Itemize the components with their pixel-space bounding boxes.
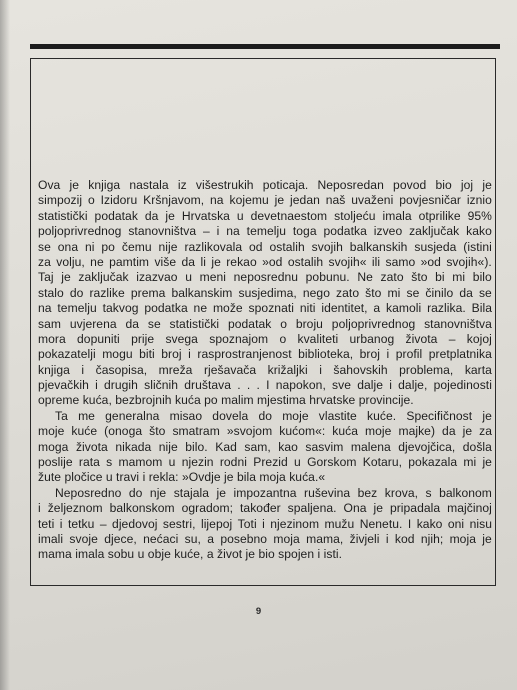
text-line: imali svoje djece, nećaci su, a posebno moja mama, živjeli i kod njih; moja je (38, 531, 492, 546)
text-line: mama imala sobu u obje kuće, a život je bio spojen i isti. (38, 547, 343, 562)
page-number: 9 (255, 606, 262, 617)
body-text (38, 178, 492, 563)
text-line: Neposredno do nje stajala je impozantna ruševina bez krova, s balkonom (55, 485, 492, 500)
text-line: opreme kuća, bezbrojnih kuća po malim mjestima hrvatske provincije. (38, 393, 414, 408)
text-line: pjevačkih i drugih sličnih društava . . . I napokon, sve dalje i dalje, pojedinosti (38, 378, 492, 393)
text-line: stalo do razlike prema balkanskim susjedima, nego zato što mi se činilo da se (38, 285, 492, 300)
top-rule (30, 44, 500, 49)
text-line: moga života nikada nije bilo. Kad sam, kao sasvim malena djevojčica, došla (38, 439, 492, 454)
text-line: Ta me generalna misao dovela do moje vlastite kuće. Specifičnost je (55, 408, 492, 423)
text-line: teti i tetku – djedovoj sestri, lijepoj Toti i njezinom mužu Nenetu. I kako oni nisu (38, 516, 492, 531)
text-line: Ova je knjiga nastala iz višestrukih poticaja. Neposredan povod bio joj je (38, 178, 492, 192)
text-line: Taj je zaključak izazvao u meni neposrednu pobunu. Ne zato što bi mi bilo (38, 270, 492, 285)
text-line: poljoprivrednog stanovništva – i na temelju toga podatka izveo zaključak kako (38, 224, 492, 239)
text-line: knjiga i časopisa, mreža rješavača križaljki i šahovskih problema, karta (38, 362, 492, 377)
text-line: pokazatelji mogu biti broj i rasprostranjenost biblioteka, broj i profil pretplatnika (38, 347, 492, 362)
text-line: žute pločice u travi i rekla: »Ovdje je bila moja kuća.« (38, 470, 326, 485)
text-line: za volju, ne pamtim više da li je rekao »od ostalih svojih« ili samo »od svojih«). (38, 254, 492, 269)
text-line: se ona ni po čemu nije razlikovala od ostalih svojih balkanskih susjeda (istini (38, 239, 492, 254)
text-line: simpozij o Izidoru Kršnjavom, na kojemu je jedan naš uvaženi povjesničar iznio (38, 193, 492, 208)
text-line: statistički podatak da je Hrvatska u devetnaestom stoljeću imala otprilike 95% (38, 208, 492, 223)
text-line: i željeznom balkonskom ogradom; također spaljena. Ona je pripadala majčinoj (38, 501, 492, 516)
text-line: na temelju takvog podatka ne može spoznati niti identitet, a kamoli razlika. Bila (38, 301, 492, 316)
text-line: mora dopuniti prije svega spoznajom o kvaliteti urbanog života – kojoj (38, 331, 492, 346)
text-line: moje kuće (onoga što smatram »svojom kućom«: kuća moje majke) da je za (38, 424, 492, 439)
text-line: poslije rata s mamom u njezin rodni Prezid u Gorskom Kotaru, pokazala mi je (38, 455, 492, 470)
page-shadow (0, 0, 10, 690)
text-line: sam uvjerena da se statistički podatak o broju poljoprivrednog stanovništva (38, 316, 492, 331)
